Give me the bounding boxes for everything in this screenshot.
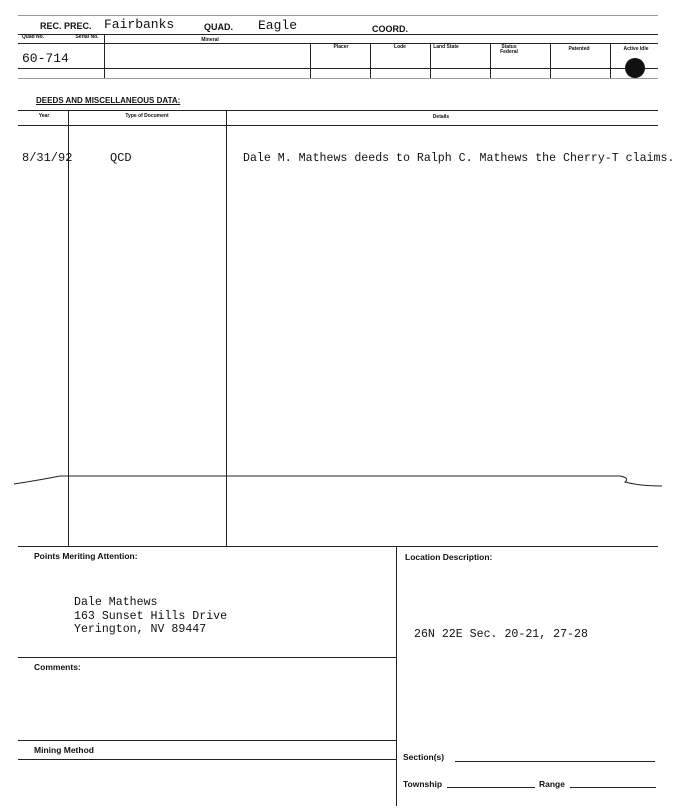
id-table-bottom (18, 68, 658, 69)
quad-label: QUAD. (204, 22, 233, 32)
points-line-3: Yerington, NV 89447 (74, 623, 207, 636)
col-type: Type of Document (125, 113, 169, 119)
quad-serial-value: 60-714 (22, 51, 69, 66)
col-land-state: Land State (433, 44, 459, 50)
mining-rule-2 (18, 759, 396, 760)
points-label: Points Meriting Attention: (34, 551, 138, 561)
header-rule-top (18, 15, 658, 16)
township-label: Township (403, 779, 443, 789)
col-placer: Placer (333, 44, 349, 50)
deeds-section-title: DEEDS AND MISCELLANEOUS DATA: (36, 96, 181, 105)
deed-year: 8/31/92 (22, 151, 73, 165)
id-sep-1 (104, 34, 105, 78)
section-label: Section(s) (403, 752, 445, 762)
col-patented: Patented (568, 46, 590, 52)
col-details: Details (432, 114, 450, 120)
location-label: Location Description: (405, 552, 493, 562)
id-sep-2 (310, 43, 311, 78)
range-line (570, 787, 656, 788)
points-content (74, 596, 227, 637)
points-line-1: Dale Mathews (74, 596, 158, 609)
comments-label: Comments: (34, 662, 81, 672)
mining-label: Mining Method (34, 745, 94, 755)
location-value: 26N 22E Sec. 20-21, 27-28 (414, 628, 588, 641)
col-year: Year (38, 113, 50, 119)
rec-prec-value: Fairbanks (104, 17, 175, 32)
range-label: Range (539, 779, 565, 789)
rec-prec-label: REC. PREC. (40, 21, 92, 31)
deeds-head-bottom (18, 125, 658, 126)
id-sep-4 (430, 43, 431, 78)
mining-rule (18, 740, 396, 741)
points-line-2: 163 Sunset Hills Drive (74, 609, 228, 623)
coord-label: COORD. (372, 24, 408, 34)
col-status-federal: Status Federal (500, 44, 518, 55)
comments-rule (18, 657, 396, 658)
id-sep-5 (490, 43, 491, 78)
col-mineral: Mineral (201, 37, 219, 43)
township-line (447, 787, 535, 788)
col-active-idle: Active Idle (623, 46, 649, 52)
section-line (455, 761, 655, 762)
col-quad-no: Quad No. (21, 34, 45, 40)
header-rule (18, 34, 658, 35)
quad-value: Eagle (258, 18, 298, 33)
id-table-bottom-2 (18, 78, 658, 79)
deed-details: Dale M. Mathews deeds to Ralph C. Mathews the Cherry-T claims. (243, 152, 675, 165)
id-sep-3 (370, 43, 371, 78)
active-marker-dot (625, 58, 645, 78)
col-lode: Lode (394, 44, 406, 50)
bottom-divider (396, 546, 397, 806)
id-sep-6 (550, 43, 551, 78)
id-sep-7 (610, 43, 611, 78)
col-serial-no: Serial No. (75, 34, 99, 40)
deeds-head-top (18, 110, 658, 111)
scan-line-mark (0, 468, 678, 496)
deed-type: QCD (110, 151, 132, 165)
deeds-bottom-rule (18, 546, 658, 547)
